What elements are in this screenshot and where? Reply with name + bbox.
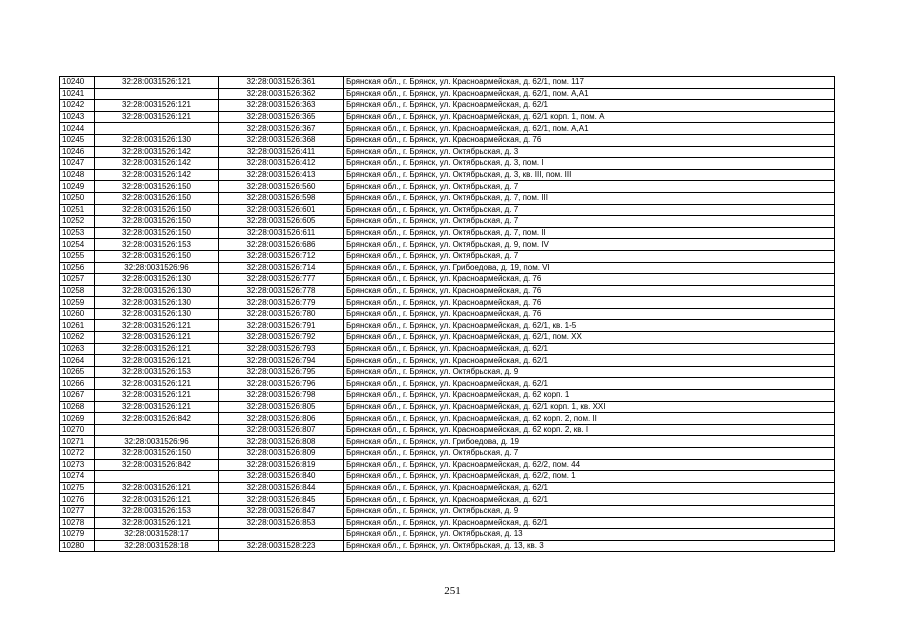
cell-cadastral-number: 32:28:0031526:361	[219, 77, 344, 89]
cell-row-number: 10248	[60, 169, 95, 181]
cell-row-number: 10256	[60, 262, 95, 274]
table-row	[60, 378, 835, 390]
cell-row-number: 10260	[60, 308, 95, 320]
table-row	[60, 111, 835, 123]
cell-parent-cadastral-number: 32:28:0031526:150	[95, 227, 219, 239]
cell-address: Брянская обл., г. Брянск, ул. Красноармейская, д. 62/1	[344, 100, 835, 112]
cell-row-number: 10257	[60, 274, 95, 286]
cell-cadastral-number: 32:28:0031526:847	[219, 505, 344, 517]
cell-row-number: 10255	[60, 250, 95, 262]
table-row	[60, 459, 835, 471]
cell-row-number: 10269	[60, 413, 95, 425]
cell-row-number: 10240	[60, 77, 95, 89]
cell-cadastral-number: 32:28:0031526:794	[219, 355, 344, 367]
cell-cadastral-number: 32:28:0031526:368	[219, 134, 344, 146]
cell-parent-cadastral-number: 32:28:0031526:121	[95, 100, 219, 112]
cell-parent-cadastral-number: 32:28:0031526:153	[95, 366, 219, 378]
cell-cadastral-number: 32:28:0031526:791	[219, 320, 344, 332]
cell-row-number: 10278	[60, 517, 95, 529]
table-row	[60, 123, 835, 135]
cell-parent-cadastral-number	[95, 123, 219, 135]
table-row	[60, 239, 835, 251]
cell-cadastral-number: 32:28:0031526:792	[219, 332, 344, 344]
cell-address: Брянская обл., г. Брянск, ул. Красноармейская, д. 62/1	[344, 517, 835, 529]
cell-row-number: 10247	[60, 158, 95, 170]
cell-parent-cadastral-number: 32:28:0031526:121	[95, 355, 219, 367]
cell-parent-cadastral-number: 32:28:0031526:121	[95, 111, 219, 123]
cell-row-number: 10271	[60, 436, 95, 448]
cell-parent-cadastral-number: 32:28:0031526:121	[95, 494, 219, 506]
cell-row-number: 10246	[60, 146, 95, 158]
cell-address: Брянская обл., г. Брянск, ул. Красноармейская, д. 76	[344, 274, 835, 286]
cell-row-number: 10275	[60, 482, 95, 494]
cell-address: Брянская обл., г. Брянск, ул. Октябрьская, д. 9, пом. IV	[344, 239, 835, 251]
table-row	[60, 262, 835, 274]
property-register-table	[59, 76, 835, 552]
cell-cadastral-number	[219, 529, 344, 541]
cell-parent-cadastral-number	[95, 88, 219, 100]
table-row	[60, 227, 835, 239]
cell-address: Брянская обл., г. Брянск, ул. Красноармейская, д. 62/1, пом. 117	[344, 77, 835, 89]
table-row	[60, 471, 835, 483]
cell-cadastral-number: 32:28:0031526:712	[219, 250, 344, 262]
cell-parent-cadastral-number: 32:28:0031526:121	[95, 482, 219, 494]
cell-parent-cadastral-number: 32:28:0031526:142	[95, 169, 219, 181]
table-row	[60, 332, 835, 344]
cell-parent-cadastral-number: 32:28:0031526:142	[95, 146, 219, 158]
cell-row-number: 10265	[60, 366, 95, 378]
cell-row-number: 10268	[60, 401, 95, 413]
cell-address: Брянская обл., г. Брянск, ул. Октябрьская, д. 7	[344, 216, 835, 228]
cell-address: Брянская обл., г. Брянск, ул. Красноармейская, д. 76	[344, 134, 835, 146]
cell-parent-cadastral-number: 32:28:0031526:121	[95, 332, 219, 344]
cell-address: Брянская обл., г. Брянск, ул. Красноармейская, д. 62/1, пом. А,А1	[344, 123, 835, 135]
cell-address: Брянская обл., г. Брянск, ул. Красноармейская, д. 62/1, кв. 1-5	[344, 320, 835, 332]
table-row	[60, 529, 835, 541]
cell-address: Брянская обл., г. Брянск, ул. Октябрьская, д. 13	[344, 529, 835, 541]
cell-address: Брянская обл., г. Брянск, ул. Октябрьская, д. 3, пом. I	[344, 158, 835, 170]
cell-cadastral-number: 32:28:0031526:777	[219, 274, 344, 286]
cell-address: Брянская обл., г. Брянск, ул. Красноармейская, д. 62/1 корп. 1, пом. А	[344, 111, 835, 123]
table-row	[60, 204, 835, 216]
cell-address: Брянская обл., г. Брянск, ул. Октябрьская, д. 7, пом. II	[344, 227, 835, 239]
cell-parent-cadastral-number: 32:28:0031526:150	[95, 181, 219, 193]
cell-parent-cadastral-number: 32:28:0031526:121	[95, 343, 219, 355]
cell-address: Брянская обл., г. Брянск, ул. Октябрьская, д. 3, кв. III, пом. III	[344, 169, 835, 181]
cell-parent-cadastral-number: 32:28:0031526:142	[95, 158, 219, 170]
cell-row-number: 10250	[60, 192, 95, 204]
cell-row-number: 10279	[60, 529, 95, 541]
cell-row-number: 10270	[60, 424, 95, 436]
cell-cadastral-number: 32:28:0031526:365	[219, 111, 344, 123]
table-row	[60, 181, 835, 193]
cell-parent-cadastral-number: 32:28:0031526:150	[95, 448, 219, 460]
cell-row-number: 10263	[60, 343, 95, 355]
cell-parent-cadastral-number: 32:28:0031526:150	[95, 216, 219, 228]
cell-parent-cadastral-number: 32:28:0031528:18	[95, 540, 219, 552]
cell-address: Брянская обл., г. Брянск, ул. Красноармейская, д. 62/1, пом. А,А1	[344, 88, 835, 100]
table-row	[60, 436, 835, 448]
cell-cadastral-number: 32:28:0031526:795	[219, 366, 344, 378]
cell-row-number: 10243	[60, 111, 95, 123]
cell-cadastral-number: 32:28:0031526:413	[219, 169, 344, 181]
cell-cadastral-number: 32:28:0031526:844	[219, 482, 344, 494]
table-row	[60, 540, 835, 552]
cell-address: Брянская обл., г. Брянск, ул. Октябрьская, д. 9	[344, 505, 835, 517]
cell-cadastral-number: 32:28:0031526:840	[219, 471, 344, 483]
table-row	[60, 250, 835, 262]
cell-parent-cadastral-number: 32:28:0031526:150	[95, 192, 219, 204]
cell-parent-cadastral-number: 32:28:0031526:130	[95, 297, 219, 309]
table-row	[60, 494, 835, 506]
cell-address: Брянская обл., г. Брянск, ул. Красноармейская, д. 62/1, пом. XX	[344, 332, 835, 344]
cell-cadastral-number: 32:28:0031528:223	[219, 540, 344, 552]
cell-cadastral-number: 32:28:0031526:819	[219, 459, 344, 471]
cell-address: Брянская обл., г. Брянск, ул. Красноармейская, д. 62/1	[344, 355, 835, 367]
cell-row-number: 10264	[60, 355, 95, 367]
cell-cadastral-number: 32:28:0031526:779	[219, 297, 344, 309]
cell-address: Брянская обл., г. Брянск, ул. Красноармейская, д. 62/2, пом. 44	[344, 459, 835, 471]
table-row	[60, 505, 835, 517]
cell-row-number: 10274	[60, 471, 95, 483]
table-row	[60, 448, 835, 460]
cell-address: Брянская обл., г. Брянск, ул. Октябрьская, д. 13, кв. 3	[344, 540, 835, 552]
cell-parent-cadastral-number: 32:28:0031526:153	[95, 505, 219, 517]
table-row	[60, 192, 835, 204]
cell-row-number: 10244	[60, 123, 95, 135]
cell-parent-cadastral-number: 32:28:0031526:150	[95, 204, 219, 216]
page-number: 251	[444, 585, 461, 597]
cell-cadastral-number: 32:28:0031526:362	[219, 88, 344, 100]
cell-row-number: 10249	[60, 181, 95, 193]
cell-row-number: 10241	[60, 88, 95, 100]
table-row	[60, 482, 835, 494]
cell-row-number: 10266	[60, 378, 95, 390]
register-table-body	[60, 77, 835, 552]
cell-cadastral-number: 32:28:0031526:805	[219, 401, 344, 413]
cell-parent-cadastral-number	[95, 424, 219, 436]
cell-address: Брянская обл., г. Брянск, ул. Красноармейская, д. 62 корп. 2, кв. I	[344, 424, 835, 436]
cell-parent-cadastral-number: 32:28:0031526:121	[95, 390, 219, 402]
table-row	[60, 343, 835, 355]
cell-parent-cadastral-number: 32:28:0031526:121	[95, 401, 219, 413]
table-row	[60, 308, 835, 320]
cell-cadastral-number: 32:28:0031526:796	[219, 378, 344, 390]
cell-cadastral-number: 32:28:0031526:611	[219, 227, 344, 239]
cell-address: Брянская обл., г. Брянск, ул. Красноармейская, д. 62 корп. 2, пом. II	[344, 413, 835, 425]
cell-cadastral-number: 32:28:0031526:806	[219, 413, 344, 425]
cell-address: Брянская обл., г. Брянск, ул. Красноармейская, д. 62 корп. 1	[344, 390, 835, 402]
table-row	[60, 355, 835, 367]
cell-parent-cadastral-number: 32:28:0031526:121	[95, 77, 219, 89]
cell-parent-cadastral-number: 32:28:0031528:17	[95, 529, 219, 541]
cell-parent-cadastral-number: 32:28:0031526:130	[95, 285, 219, 297]
table-row	[60, 320, 835, 332]
cell-parent-cadastral-number: 32:28:0031526:130	[95, 274, 219, 286]
cell-row-number: 10253	[60, 227, 95, 239]
cell-parent-cadastral-number: 32:28:0031526:842	[95, 413, 219, 425]
cell-parent-cadastral-number	[95, 471, 219, 483]
cell-row-number: 10259	[60, 297, 95, 309]
cell-row-number: 10258	[60, 285, 95, 297]
cell-address: Брянская обл., г. Брянск, ул. Октябрьская, д. 7, пом. III	[344, 192, 835, 204]
cell-parent-cadastral-number: 32:28:0031526:842	[95, 459, 219, 471]
cell-cadastral-number: 32:28:0031526:714	[219, 262, 344, 274]
cell-address: Брянская обл., г. Брянск, ул. Красноармейская, д. 76	[344, 297, 835, 309]
cell-address: Брянская обл., г. Брянск, ул. Красноармейская, д. 62/2, пом. 1	[344, 471, 835, 483]
cell-address: Брянская обл., г. Брянск, ул. Красноармейская, д. 76	[344, 285, 835, 297]
cell-cadastral-number: 32:28:0031526:778	[219, 285, 344, 297]
cell-row-number: 10272	[60, 448, 95, 460]
table-row	[60, 390, 835, 402]
cell-parent-cadastral-number: 32:28:0031526:130	[95, 308, 219, 320]
cell-parent-cadastral-number: 32:28:0031526:121	[95, 517, 219, 529]
table-row	[60, 169, 835, 181]
cell-parent-cadastral-number: 32:28:0031526:130	[95, 134, 219, 146]
cell-cadastral-number: 32:28:0031526:808	[219, 436, 344, 448]
cell-row-number: 10267	[60, 390, 95, 402]
table-row	[60, 413, 835, 425]
table-row	[60, 100, 835, 112]
cell-cadastral-number: 32:28:0031526:793	[219, 343, 344, 355]
cell-row-number: 10280	[60, 540, 95, 552]
cell-row-number: 10273	[60, 459, 95, 471]
cell-row-number: 10251	[60, 204, 95, 216]
table-row	[60, 158, 835, 170]
cell-cadastral-number: 32:28:0031526:367	[219, 123, 344, 135]
cell-cadastral-number: 32:28:0031526:411	[219, 146, 344, 158]
cell-address: Брянская обл., г. Брянск, ул. Грибоедова, д. 19	[344, 436, 835, 448]
cell-address: Брянская обл., г. Брянск, ул. Октябрьская, д. 7	[344, 250, 835, 262]
table-row	[60, 146, 835, 158]
cell-address: Брянская обл., г. Брянск, ул. Красноармейская, д. 62/1	[344, 482, 835, 494]
table-row	[60, 366, 835, 378]
cell-address: Брянская обл., г. Брянск, ул. Красноармейская, д. 62/1 корп. 1, кв. XXI	[344, 401, 835, 413]
document-page	[59, 76, 834, 552]
table-row	[60, 274, 835, 286]
cell-parent-cadastral-number: 32:28:0031526:121	[95, 378, 219, 390]
cell-cadastral-number: 32:28:0031526:686	[219, 239, 344, 251]
table-row	[60, 88, 835, 100]
cell-cadastral-number: 32:28:0031526:780	[219, 308, 344, 320]
cell-cadastral-number: 32:28:0031526:598	[219, 192, 344, 204]
cell-cadastral-number: 32:28:0031526:853	[219, 517, 344, 529]
cell-address: Брянская обл., г. Брянск, ул. Октябрьская, д. 9	[344, 366, 835, 378]
table-row	[60, 401, 835, 413]
cell-cadastral-number: 32:28:0031526:845	[219, 494, 344, 506]
table-row	[60, 424, 835, 436]
cell-address: Брянская обл., г. Брянск, ул. Красноармейская, д. 62/1	[344, 378, 835, 390]
table-row	[60, 285, 835, 297]
cell-cadastral-number: 32:28:0031526:560	[219, 181, 344, 193]
cell-row-number: 10245	[60, 134, 95, 146]
table-row	[60, 517, 835, 529]
cell-parent-cadastral-number: 32:28:0031526:96	[95, 262, 219, 274]
cell-row-number: 10262	[60, 332, 95, 344]
table-row	[60, 77, 835, 89]
cell-row-number: 10261	[60, 320, 95, 332]
cell-address: Брянская обл., г. Брянск, ул. Октябрьская, д. 3	[344, 146, 835, 158]
cell-address: Брянская обл., г. Брянск, ул. Октябрьская, д. 7	[344, 204, 835, 216]
cell-row-number: 10254	[60, 239, 95, 251]
cell-cadastral-number: 32:28:0031526:363	[219, 100, 344, 112]
cell-row-number: 10252	[60, 216, 95, 228]
cell-cadastral-number: 32:28:0031526:412	[219, 158, 344, 170]
cell-parent-cadastral-number: 32:28:0031526:153	[95, 239, 219, 251]
table-row	[60, 297, 835, 309]
cell-address: Брянская обл., г. Брянск, ул. Октябрьская, д. 7	[344, 181, 835, 193]
cell-address: Брянская обл., г. Брянск, ул. Грибоедова, д. 19, пом. VI	[344, 262, 835, 274]
table-row	[60, 216, 835, 228]
cell-address: Брянская обл., г. Брянск, ул. Октябрьская, д. 7	[344, 448, 835, 460]
cell-address: Брянская обл., г. Брянск, ул. Красноармейская, д. 76	[344, 308, 835, 320]
cell-row-number: 10242	[60, 100, 95, 112]
cell-row-number: 10277	[60, 505, 95, 517]
cell-parent-cadastral-number: 32:28:0031526:96	[95, 436, 219, 448]
cell-cadastral-number: 32:28:0031526:605	[219, 216, 344, 228]
cell-cadastral-number: 32:28:0031526:798	[219, 390, 344, 402]
table-row	[60, 134, 835, 146]
cell-row-number: 10276	[60, 494, 95, 506]
cell-address: Брянская обл., г. Брянск, ул. Красноармейская, д. 62/1	[344, 494, 835, 506]
cell-address: Брянская обл., г. Брянск, ул. Красноармейская, д. 62/1	[344, 343, 835, 355]
cell-parent-cadastral-number: 32:28:0031526:121	[95, 320, 219, 332]
cell-parent-cadastral-number: 32:28:0031526:150	[95, 250, 219, 262]
cell-cadastral-number: 32:28:0031526:809	[219, 448, 344, 460]
cell-cadastral-number: 32:28:0031526:807	[219, 424, 344, 436]
cell-cadastral-number: 32:28:0031526:601	[219, 204, 344, 216]
